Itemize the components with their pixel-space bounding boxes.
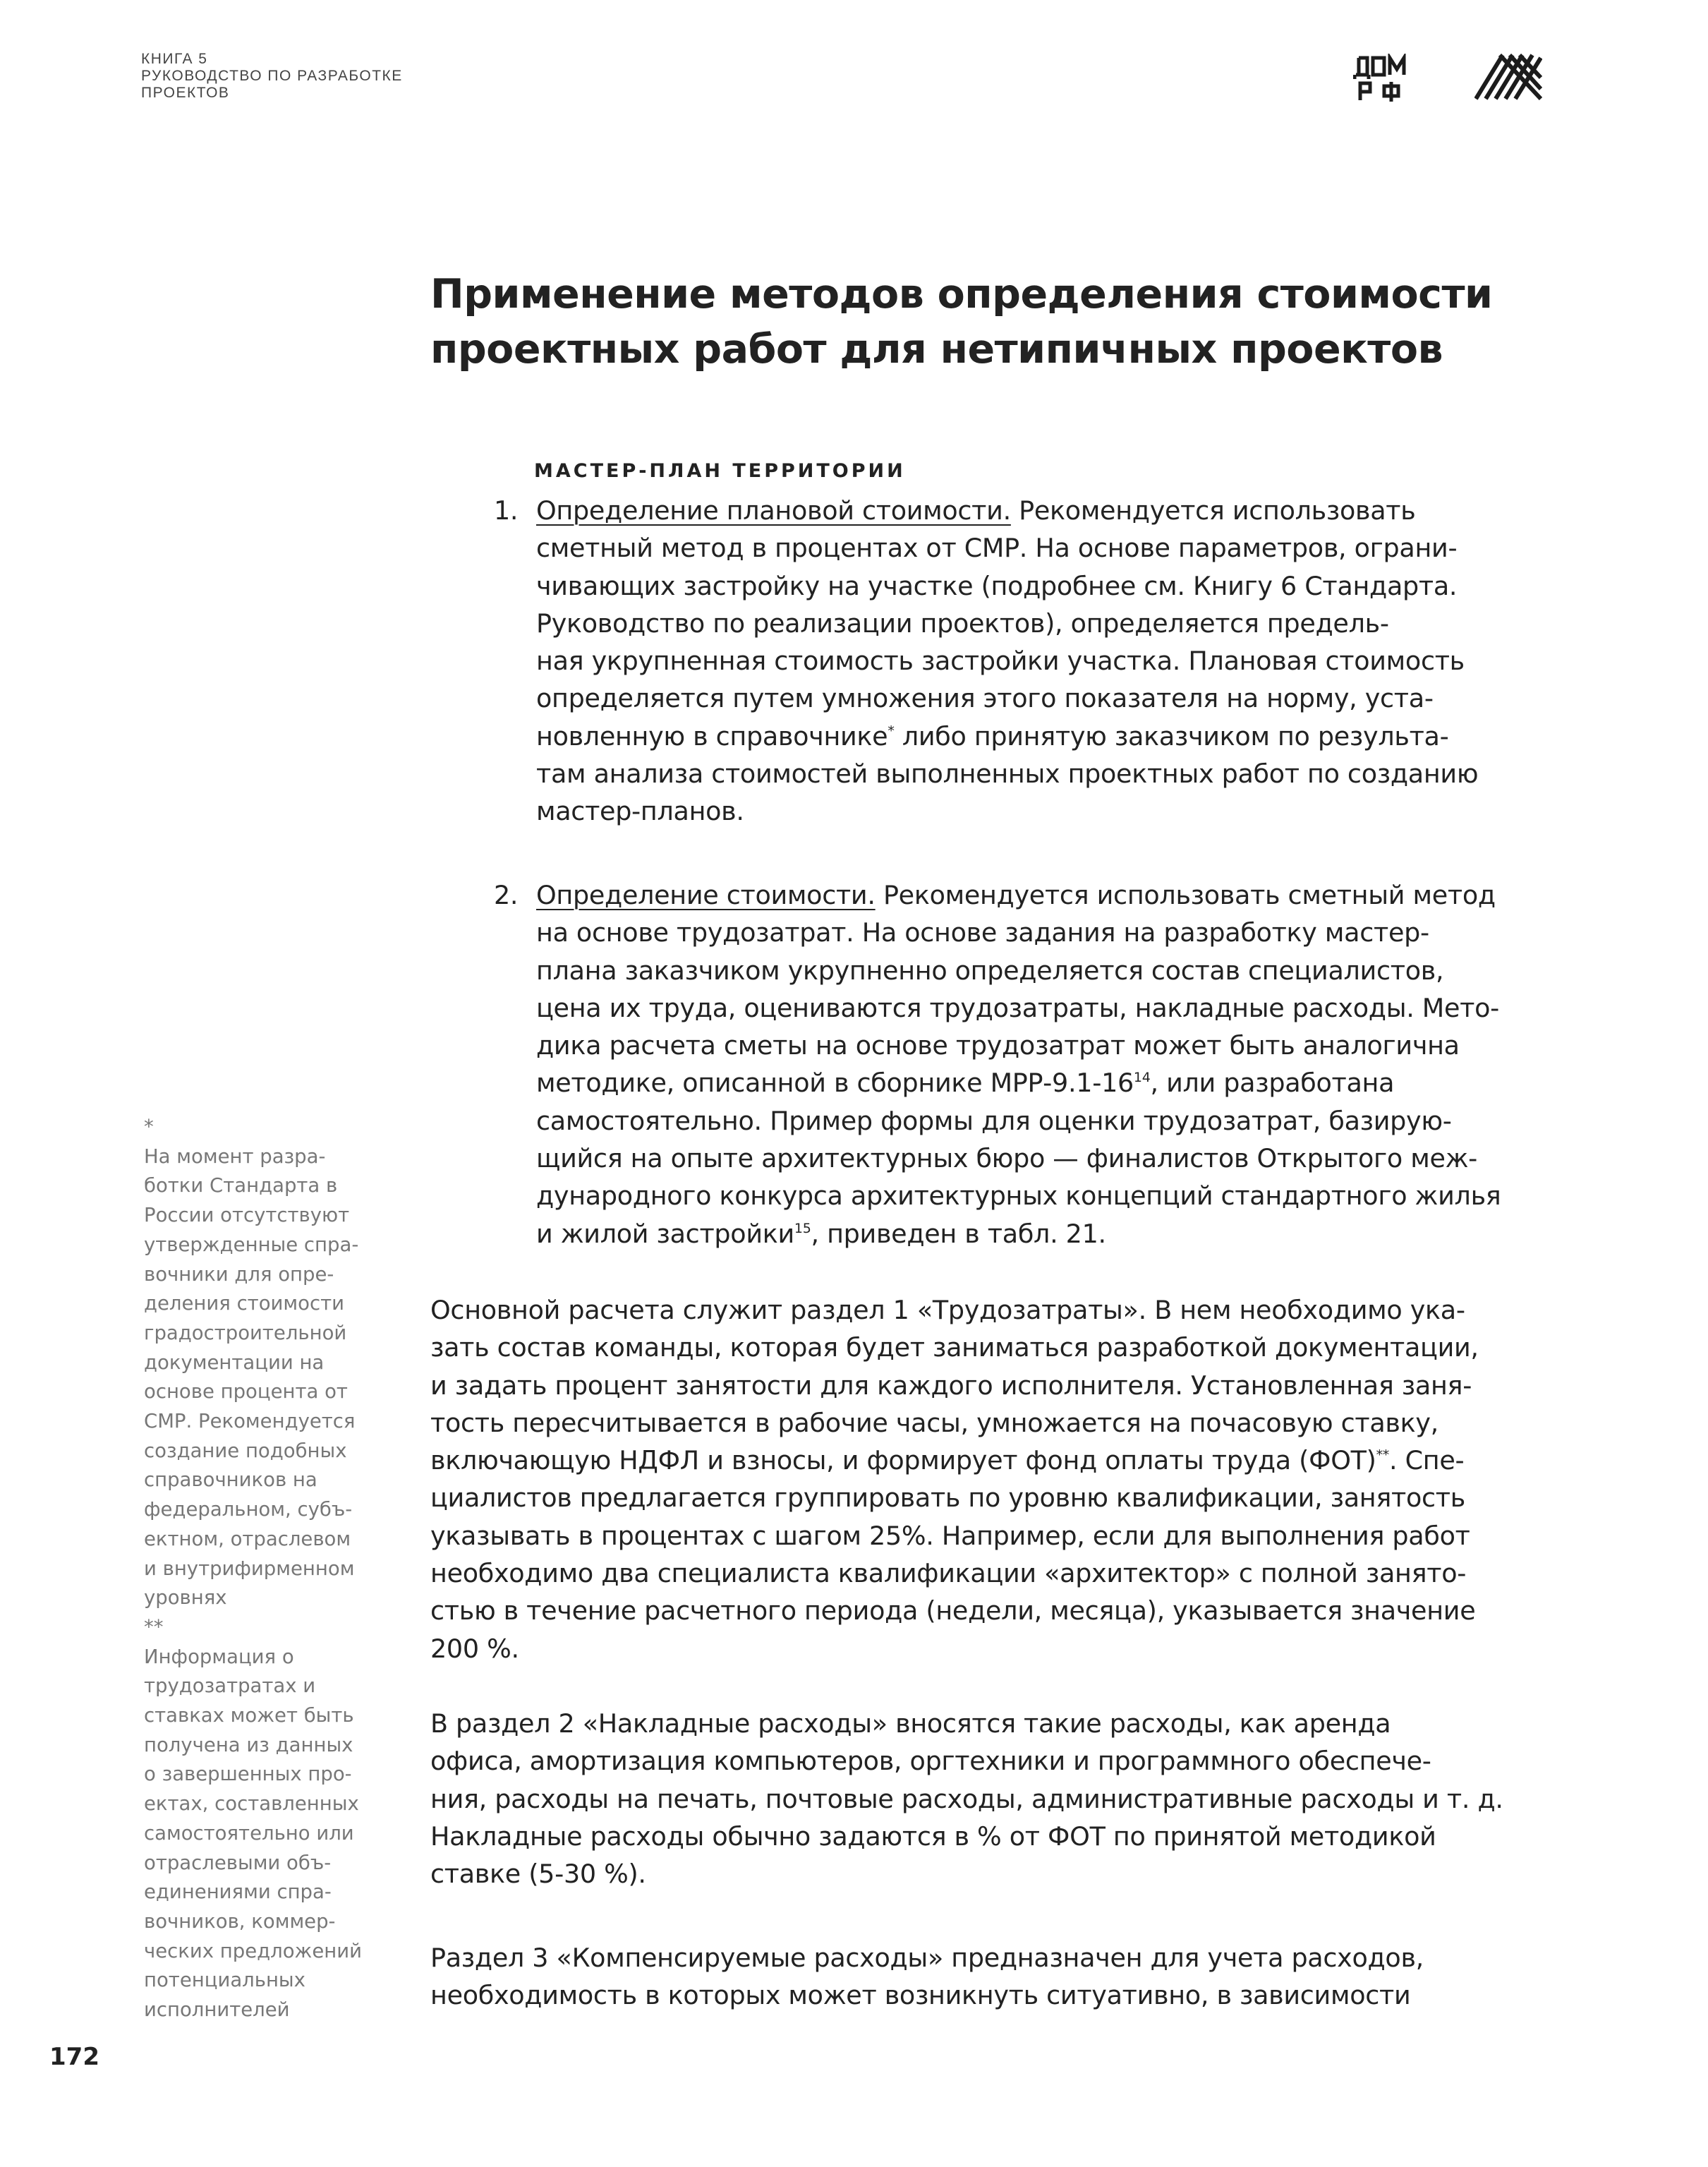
sidenote-line: вочников, коммер- [144,1909,336,1933]
list-item-line: сметный метод в процентах от СМР. На основе параметров, ограни- [536,533,1458,564]
running-header-line: ПРОЕКТОВ [141,85,230,101]
list-item-line: Руководство по реализации проектов), определяется предель- [536,608,1389,639]
sidenote-line: единениями спра- [144,1881,332,1904]
list-item-text: Рекомендуется использовать [1010,495,1416,526]
sidenote-line: справочников на [144,1468,317,1492]
sidenote-line: ектах, составленных [144,1792,359,1816]
sidenote-line: России отсутствуют [144,1204,350,1227]
list-item-number: 2. [494,880,519,910]
sidenote-line: ектном, отраслевом [144,1527,351,1550]
body-paragraph [430,1939,1424,2015]
list-item-line: мастер-планов. [536,796,744,827]
sidenote-line: СМР. Рекомендуется [144,1410,356,1433]
list-item-line: дика расчета сметы на основе трудозатрат может быть аналогична [536,1030,1460,1061]
paragraph-line: и задать процент занятости для каждого исполнителя. Установленная заня- [430,1370,1472,1401]
body-paragraph [430,1705,1503,1893]
paragraph-line: тость пересчитывается в рабочие часы, умножается на почасовую ставку, [430,1407,1439,1438]
list-item [494,876,1501,1252]
list-item-line: самостоятельно. Пример формы для оценки трудозатрат, базирую- [536,1105,1452,1136]
list-item-line: на основе трудозатрат. На основе задания на разработку мастер- [536,917,1429,948]
list-item-line: щийся на опыте архитектурных бюро — финалистов Открытого меж- [536,1143,1478,1174]
page-title-line: проектных работ для нетипичных проектов [430,326,1443,373]
page-title-line: Применение методов определения стоимости [430,271,1493,318]
page-title [430,267,1492,377]
list-item-line: чивающих застройку на участке (подробнее см. Книгу 6 Стандарта. [536,570,1458,601]
list-item-line: плана заказчиком укрупненно определяется состав специалистов, [536,955,1444,986]
footnote-ref: 14 [1133,1070,1151,1086]
sidenote-line: трудозатратах и [144,1674,316,1698]
list-item-number: 1. [494,495,519,526]
list-item-text: либо принятую заказчиком по результа- [894,720,1449,751]
sidenote [144,1113,362,2025]
sidenote-line: самостоятельно или [144,1821,354,1845]
sidenote-line: получена из данных [144,1733,353,1756]
sidenote-line: градостроительной [144,1321,347,1344]
list-item-text: новленную в справочнике [536,720,888,751]
sidenote-line: На момент разра- [144,1145,326,1168]
paragraph-line: указывать в процентах с шагом 25%. Например, если для выполнения работ [430,1520,1470,1551]
paragraph-line: Накладные расходы обычно задаются в % от ФОТ по принятой методикой [430,1821,1436,1852]
domrf-logo-icon [1353,54,1408,103]
list-item-text: , или разработана [1150,1068,1395,1099]
sidenote-line: деления стоимости [144,1292,344,1315]
list-item [494,492,1479,831]
sidenote-line: создание подобных [144,1439,347,1462]
sidenote-line: ботки Стандарта в [144,1174,338,1197]
sidenote-line: ческих предложений [144,1939,362,1962]
list-item-line: дународного конкурса архитектурных концепций стандартного жилья [536,1181,1501,1212]
running-header-line: КНИГА 5 [141,51,208,67]
footnote-ref: ** [1376,1447,1390,1463]
paragraph-line: В раздел 2 «Накладные расходы» вносятся такие расходы, как аренда [430,1708,1391,1739]
sidenote-line: основе процента от [144,1380,348,1404]
paragraph-line: стью в течение расчетного периода (недели, месяца), указывается значение [430,1595,1476,1626]
paragraph-line: офиса, амортизация компьютеров, оргтехники и программного обеспече- [430,1746,1431,1777]
list-item-line: там анализа стоимостей выполненных проектных работ по созданию [536,759,1479,790]
sidenote-line: утвержденные спра- [144,1233,359,1256]
paragraph-line: зать состав команды, которая будет заниматься разработкой документации, [430,1332,1479,1363]
sidenote-line: вочники для опре- [144,1262,334,1286]
page-number: 172 [49,2043,99,2071]
section-heading: МАСТЕР-ПЛАН ТЕРРИТОРИИ [534,460,906,482]
body-paragraph [430,1291,1479,1667]
footnote-ref: 15 [794,1220,811,1236]
sidenote-line: Информация о [144,1645,294,1668]
sidenote-line: потенциальных [144,1969,305,1992]
pattern-logo-icon [1474,54,1542,100]
sidenote-mark: * [144,1116,154,1138]
paragraph-line: ния, расходы на печать, почтовые расходы, административные расходы и т. д. [430,1783,1503,1814]
paragraph-line: 200 %. [430,1633,519,1664]
paragraph-line: ставке (5-30 %). [430,1859,646,1890]
running-header-line: РУКОВОДСТВО ПО РАЗРАБОТКЕ [141,68,403,84]
running-header [141,51,403,102]
paragraph-text: включающую НДФЛ и взносы, и формирует фонд оплаты труда (ФОТ) [430,1445,1376,1476]
sidenote-line: о завершенных про- [144,1763,352,1786]
paragraph-line: Раздел 3 «Компенсируемые расходы» предназначен для учета расходов, [430,1943,1424,1973]
sidenote-line: документации на [144,1351,325,1374]
list-item-term: Определение стоимости. [536,880,876,910]
sidenote-line: уровнях [144,1586,227,1610]
sidenote-line: и внутрифирменном [144,1557,355,1580]
list-item-term: Определение плановой стоимости. [536,495,1011,526]
sidenote-mark: ** [144,1615,164,1638]
list-item-text: методике, описанной в сборнике МРР-9.1-16 [536,1068,1134,1099]
list-item-text: Рекомендуется использовать сметный метод [875,880,1496,910]
paragraph-line: необходимость в которых может возникнуть ситуативно, в зависимости [430,1980,1411,2011]
list-item-text: , приведен в табл. 21. [811,1218,1106,1249]
list-item-line: цена их труда, оцениваются трудозатраты, накладные расходы. Мето- [536,992,1500,1023]
paragraph-line: циалистов предлагается группировать по уровню квалификации, занятость [430,1483,1465,1514]
paragraph-text: . Спе- [1389,1445,1465,1476]
paragraph-line: необходимо два специалиста квалификации «архитектор» с полной занято- [430,1558,1467,1589]
list-item-line: определяется путем умножения этого показателя на норму, уста- [536,683,1434,714]
paragraph-line: Основной расчета служит раздел 1 «Трудозатраты». В нем необходимо ука- [430,1295,1465,1325]
sidenote-line: ставках может быть [144,1704,354,1727]
sidenote-line: исполнителей [144,1998,290,2022]
sidenote-line: отраслевыми объ- [144,1851,332,1874]
footnote-ref: * [888,723,895,739]
list-item-line: ная укрупненная стоимость застройки участка. Плановая стоимость [536,646,1465,677]
sidenote-line: федеральном, субъ- [144,1498,353,1521]
list-item-text: и жилой застройки [536,1218,794,1249]
